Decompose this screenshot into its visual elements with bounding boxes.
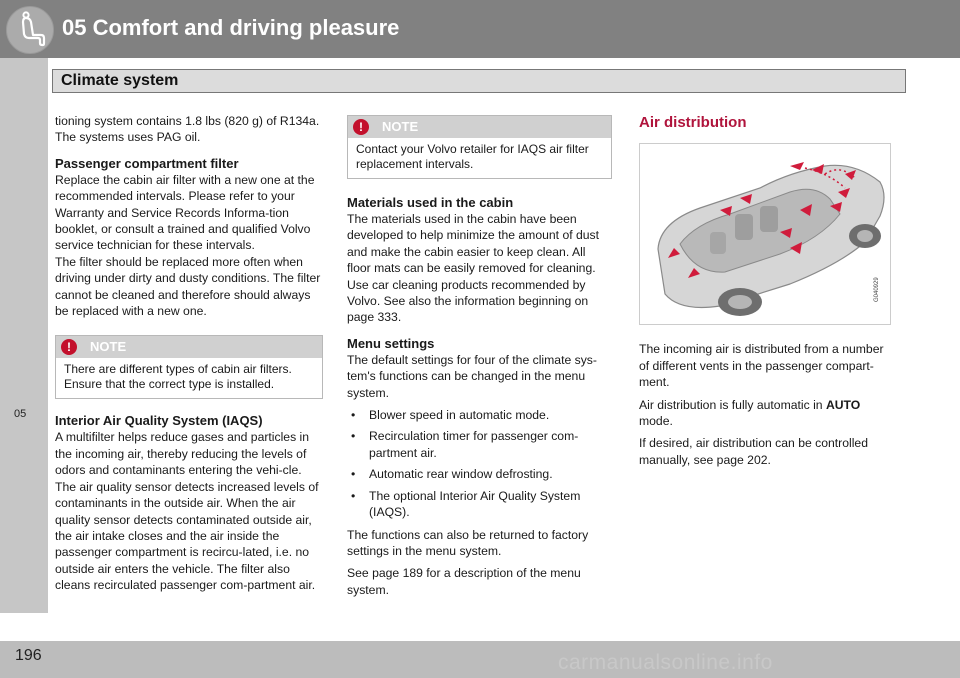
menu-text: The default settings for four of the climate sys-tem's functions can be changed in the menu system. [347,352,597,400]
filter-paragraph-2: The filter should be replaced more often when driving under dirty and dusty conditions. The filter cannot be cleaned and therefore should always be replaced with a new one. [55,254,321,319]
distribution-text-2 [639,397,889,430]
page-footer [0,641,960,678]
car-illustration [640,144,890,324]
section-bar [52,69,906,93]
auto-keyword: AUTO [825,397,861,412]
iaqs-heading: Interior Air Quality System (IAQS) [55,413,263,429]
air-distribution-figure [639,143,891,325]
auto-text-after: mode. [639,414,673,429]
note-header [56,336,322,358]
page-number: 196 [15,647,42,664]
note-box [55,335,323,399]
menu-heading: Menu settings [347,335,435,351]
distribution-text-3: If desired, air distribution can be controlled manually, see page 202. [639,436,868,467]
column-2 [347,113,612,604]
watermark: carmanualsonline.info [558,651,773,674]
column-1 [55,113,323,600]
seat-icon [6,6,54,54]
auto-text-before: Air distribution is fully automatic in [639,397,823,412]
note-box [347,115,612,179]
materials-heading: Materials used in the cabin [347,195,514,210]
iaqs-text: A multifilter helps reduce gases and particles in the incoming air, thereby reducing the levels of odors and contaminants entering the vehi-cle. The air quality sensor detects increased levels of contaminants in the outside air. When the air quality sensor detects contaminated outside air, the air intake closes and the air inside the passenger compartment is recircu-lated, i.e. no outside air enters the vehicle. The filter also cleans recirculated passenger com-partment air. [55,430,319,593]
note-title: NOTE [90,339,127,355]
column-3 [639,115,889,474]
list-item: • Recirculation timer for passenger com-partment air. [347,428,612,461]
chapter-title: 05 Comfort and driving pleasure [62,15,400,40]
see-page-text: See page 189 for a description of the menu system. [347,566,581,597]
chapter-number: 05 [14,408,27,420]
filter-heading: Passenger compartment filter [55,155,239,171]
factory-text: The functions can also be returned to factory settings in the menu system. [347,527,589,558]
note-text: Contact your Volvo retailer for IAQS air filter replacement intervals. [356,142,589,171]
section-title: Climate system [61,72,179,89]
air-distribution-heading: Air distribution [639,114,747,131]
note-title: NOTE [382,119,419,134]
list-item: • The optional Interior Air Quality System (IAQS). [347,488,612,521]
list-item: • Automatic rear window defrosting. [347,466,612,482]
chapter-sidebar [0,58,48,613]
intro-text: tioning system contains 1.8 lbs (820 g) of R134a. The systems uses PAG oil. [55,114,320,145]
distribution-text-1: The incoming air is distributed from a number of different vents in the passenger compart-ment. [639,342,884,390]
chapter-header [0,0,960,58]
figure-code: G040929 [874,277,880,303]
materials-text: The materials used in the cabin have been developed to help minimize the amount of dust and make the cabin easier to keep clean. All floor mats can be easily removed for cleaning. Use car cleaning products recommended by Volvo. See also the information beginning on page 333. [347,212,600,325]
note-text: There are different types of cabin air filters. Ensure that the correct type is installed. [64,362,292,392]
info-icon: ! [353,119,369,135]
note-header [348,116,611,138]
filter-paragraph-1: Replace the cabin air filter with a new one at the recommended intervals. Please refer to your Warranty and Service Records Informa-tion booklet, or consult a trained and qualified Volvo service technician for these intervals. [55,172,315,253]
list-item: • Blower speed in automatic mode. [347,407,612,423]
info-icon: ! [61,339,77,355]
settings-list [347,407,612,520]
